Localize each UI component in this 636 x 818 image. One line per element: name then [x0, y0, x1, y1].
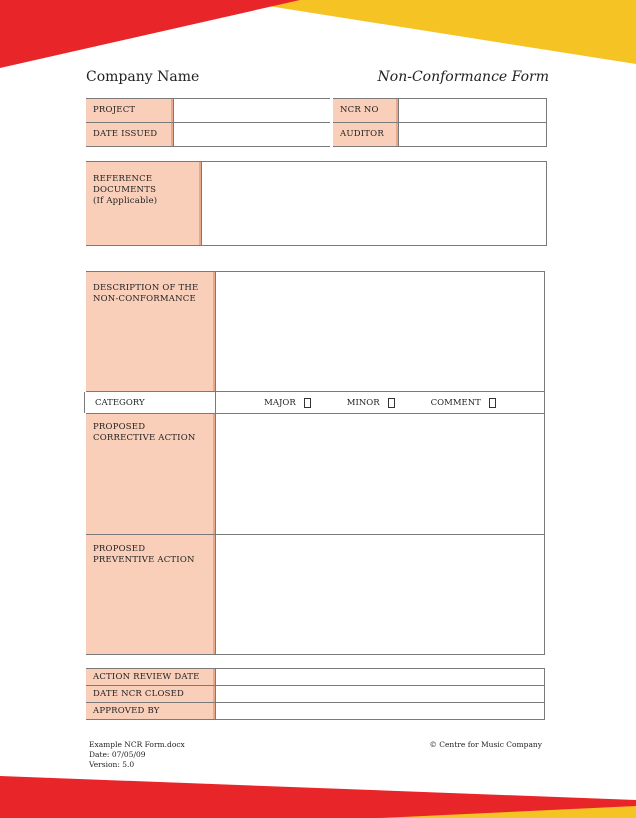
footer-date: Date: 07/05/09	[89, 750, 146, 759]
preventive-label-line1: PROPOSED	[93, 544, 146, 554]
footer-copyright: © Centre for Music Company	[429, 740, 542, 749]
reference-field[interactable]	[202, 162, 547, 246]
project-info-table	[83, 98, 547, 147]
description-field[interactable]	[216, 272, 545, 392]
reference-label-line3: (If Applicable)	[93, 196, 158, 206]
description-label-line1: DESCRIPTION OF THE	[93, 283, 199, 293]
corrective-label-line2: CORRECTIVE ACTION	[93, 433, 196, 443]
auditor-field[interactable]	[399, 123, 547, 147]
reference-label-line2: DOCUMENTS	[93, 185, 157, 195]
action-review-date-field[interactable]	[216, 669, 545, 686]
corrective-label-line1: PROPOSED	[93, 422, 146, 432]
category-options	[216, 392, 545, 414]
major-checkbox[interactable]	[304, 398, 311, 408]
description-label-line2: NON-CONFORMANCE	[93, 294, 196, 304]
date-ncr-closed-label: DATE NCR CLOSED	[85, 686, 216, 703]
corrective-action-label	[85, 414, 216, 535]
corrective-action-field[interactable]	[216, 414, 545, 535]
comment-checkbox[interactable]	[489, 398, 496, 408]
footer-version: Version: 5.0	[89, 760, 135, 769]
category-major-label: MAJOR	[264, 397, 296, 408]
date-issued-label: DATE ISSUED	[85, 123, 174, 147]
project-label: PROJECT	[85, 99, 174, 123]
auditor-label: AUDITOR	[332, 123, 399, 147]
details-table	[83, 271, 545, 655]
reference-table	[83, 161, 547, 246]
project-field[interactable]	[174, 99, 332, 123]
ncr-no-field[interactable]	[399, 99, 547, 123]
date-issued-field[interactable]	[174, 123, 332, 147]
company-name: Company Name	[86, 69, 200, 85]
preventive-label-line2: PREVENTIVE ACTION	[93, 555, 195, 565]
category-comment-option[interactable]	[431, 398, 496, 408]
form-title: Non-Conformance Form	[377, 69, 549, 85]
reference-label-line1: REFERENCE	[93, 174, 153, 184]
minor-checkbox[interactable]	[388, 398, 395, 408]
description-label	[85, 272, 216, 392]
action-review-date-label: ACTION REVIEW DATE	[85, 669, 216, 686]
header-yellow-band	[230, 0, 636, 64]
ncr-no-label: NCR NO	[332, 99, 399, 123]
preventive-action-field[interactable]	[216, 535, 545, 655]
preventive-action-label	[85, 535, 216, 655]
reference-label	[85, 162, 202, 246]
category-label: CATEGORY	[85, 392, 216, 414]
category-comment-label: COMMENT	[430, 397, 481, 408]
header-red-band	[0, 0, 300, 68]
closure-table	[83, 668, 545, 720]
approved-by-label: APPROVED BY	[85, 703, 216, 720]
category-minor-option[interactable]	[347, 398, 395, 408]
date-ncr-closed-field[interactable]	[216, 686, 545, 703]
footer-filename: Example NCR Form.docx	[89, 740, 185, 749]
category-minor-label: MINOR	[346, 397, 380, 408]
category-major-option[interactable]	[264, 398, 311, 408]
approved-by-field[interactable]	[216, 703, 545, 720]
footer-document-info	[89, 740, 185, 770]
